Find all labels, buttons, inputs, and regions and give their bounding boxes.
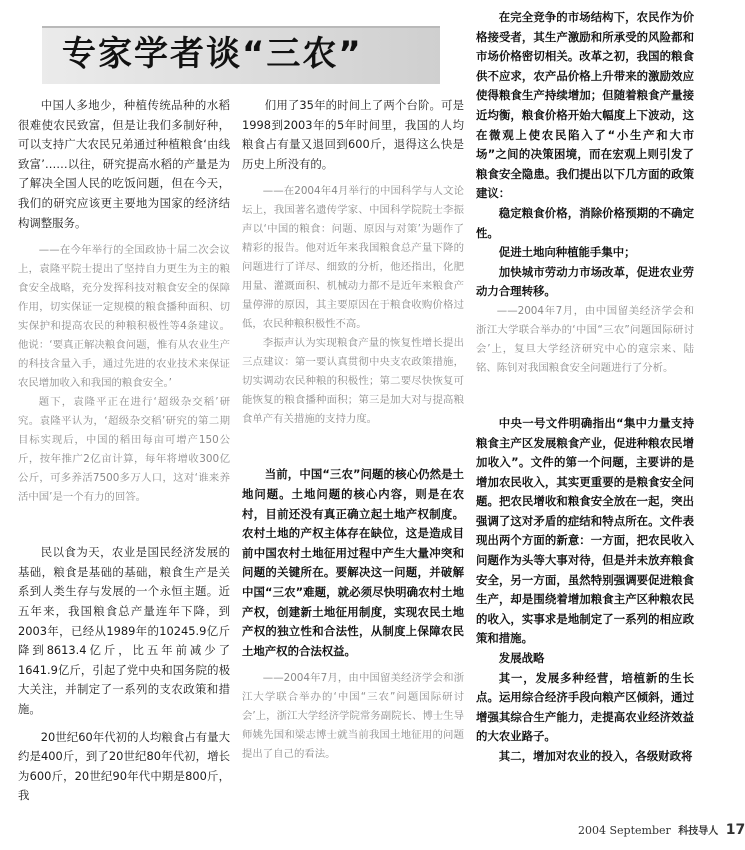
page-number: 17 <box>725 822 745 838</box>
paragraph: 其一，发展多种经营，培植新的生长点。运用综合经济手段向粮产区倾斜，通过增强其综合生产能力，走提高农业经济效益的大农业路子。 <box>476 670 694 744</box>
paragraph: 20世纪60年代初的人均粮食占有量大约是400斤，到了20世纪80年代初，增长为600斤，20世纪90年代中期是800斤，我 <box>18 729 230 803</box>
footer-brand: 科技导人 <box>678 826 719 837</box>
quote-paragraph: ——2004年7月，由中国留美经济学会和浙江大学联合举办的‘中国“三农”问题国际研讨会’上，浙江大学经济学院常务副院长、博士生导师姚先国和梁志博士就当前我国土地征用的问题提出了自己的看法。 <box>242 672 464 761</box>
quote-paragraph: ——在2004年4月举行的中国科学与人文论坛上，我国著名遗传学家、中国科学院院士李振声以‘中国的粮食：问题、原因与对策’为题作了精彩的报告。他对近年来我国粮食总产量下降的问题进行了详尽、细致的分析，他还指出，化肥用量、灌溉面积、机械动力都不是近年来粮食产量停滞的原因，其主要原因在于粮食收购价格过低，农民种粮积极性不高。 <box>242 185 464 331</box>
page-footer <box>578 822 745 838</box>
paragraph: 们用了35年的时间上了两个台阶。可是1998到2003年的5年时间里，我国的人均粮食占有量又退回到600斤，退得这么快是历史上所没有的。 <box>242 98 464 171</box>
policy-item: 稳定粮食价格，消除价格预期的不确定性。 <box>476 205 694 240</box>
page-title: 专家学者谈“三农” <box>62 34 363 74</box>
column-middle <box>242 96 464 764</box>
paragraph: 在完全竞争的市场结构下，农民作为价格接受者，其生产激励和所承受的风险都和市场价格密切相关。改革之初，我国的粮食供不应求，农产品价格上升带来的激励效应使得粮食生产持续增加；但随着粮食产量接近均衡，粮食价格开始大幅度上下波动，这在微观上使农民陷入了“小生产和大市场”之间的决策困境，而在宏观上则引发了粮食安全隐患。我们提出以下几方面的政策建议： <box>476 10 694 201</box>
paragraph: 中央一号文件明确指出“集中力量支持粮食主产区发展粮食产业，促进种粮农民增加收入”。文件的第一个问题，主要讲的是增加农民收入，其实更重要的是粮食安全问题。把农民增收和粮食安全放在一起，突出强调了这对矛盾的症结和特点所在。文件表现出两个方面的新意：一方面，把农民收入问题作为头等大事对待，但是并未放弃粮食安全，另一方面，虽然特别强调要促进粮食生产，却是围绕着增加粮食主产区种粮农民的收入，实事求是地制定了一系列的相应政策和措施。 <box>476 415 694 646</box>
quote-paragraph: ——2004年7月，由中国留美经济学会和浙江大学联合举办的‘中国“三农”问题国际研讨会’上，复旦大学经济研究中心的寇宗来、陆铭、陈钊对我国粮食安全问题进行了分析。 <box>476 304 694 374</box>
quote-paragraph: 题下，袁隆平正在进行‘超级杂交稻’研究。袁隆平认为，‘超级杂交稻’研究的第二期目标实现后，中国的稻田每亩可增产150公斤，按年推广2亿亩计算，每年将增收300亿公斤，可多养活7500多万人口，这对‘谁来养活中国’是一个有力的回答。 <box>18 396 230 504</box>
policy-item: 促进土地向种植能手集中； <box>498 245 636 260</box>
policy-item: 加快城市劳动力市场改革，促进农业劳动力合理转移。 <box>476 264 694 299</box>
quote-paragraph: ——在今年举行的全国政协十届二次会议上，袁隆平院士提出了坚持自力更生为主的粮食安全战略，充分发挥科技对粮食安全的保障作用，切实保证一定规模的粮食播种面积、切实保护和提高农民的种粮积极性等4条建议。他说：‘要真正解决粮食问题，惟有从农业生产的科技含量入手，通过先进的农业技术来保证农民增加收入和我国的粮食安全。’ <box>18 244 230 390</box>
quote-paragraph: 李振声认为实现粮食产量的恢复性增长提出三点建议：第一要认真贯彻中央支农政策措施，切实调动农民种粮的积极性；第二要尽快恢复可能恢复的粮食播种面积；第三是加大对与提高粮食单产有关措施的支持力度。 <box>242 337 464 426</box>
paragraph: 当前，中国“三农”问题的核心仍然是土地问题。土地问题的核心内容，则是在农村，目前还没有真正确立起土地产权制度。农村土地的产权主体存在缺位，这是造成目前中国农村土地征用过程中产生大量冲突和问题的关键所在。要解决这一问题，并破解中国“三农”难题，就必须尽快明确农村土地产权，创建新土地征用制度，实现农民土地产权的独立性和合法性，从制度上保障农民土地产权的合法权益。 <box>242 467 464 658</box>
footer-date: 2004 September <box>578 824 671 837</box>
paragraph: 中国人多地少，种植传统品种的水稻很难使农民致富，但是让我们多制好种，可以支持广大农民兄弟通过种植粮食‘由线致富’……以往，研究提高水稻的产量是为了解决全国人民的吃饭问题，但在今天，我们的研究应该更主要地为国家的经济结构调整服务。 <box>18 98 230 230</box>
column-left <box>18 96 230 806</box>
paragraph: 其二，增加对农业的投入，各级财政将 <box>498 749 693 763</box>
section-heading: 发展战略 <box>498 651 545 666</box>
column-right <box>476 8 694 767</box>
paragraph: 民以食为天，农业是国民经济发展的基础，粮食是基础的基础，粮食生产是关系到人类生存与发展的一个永恒主题。近五年来，我国粮食总产量连年下降，到2003年，已经从1989年的10245.9亿斤降到8613.4亿斤，比五年前减少了1641.9亿斤，引起了党中央和国务院的极大关注，并制定了一系列的支农政策和措施。 <box>18 545 230 716</box>
